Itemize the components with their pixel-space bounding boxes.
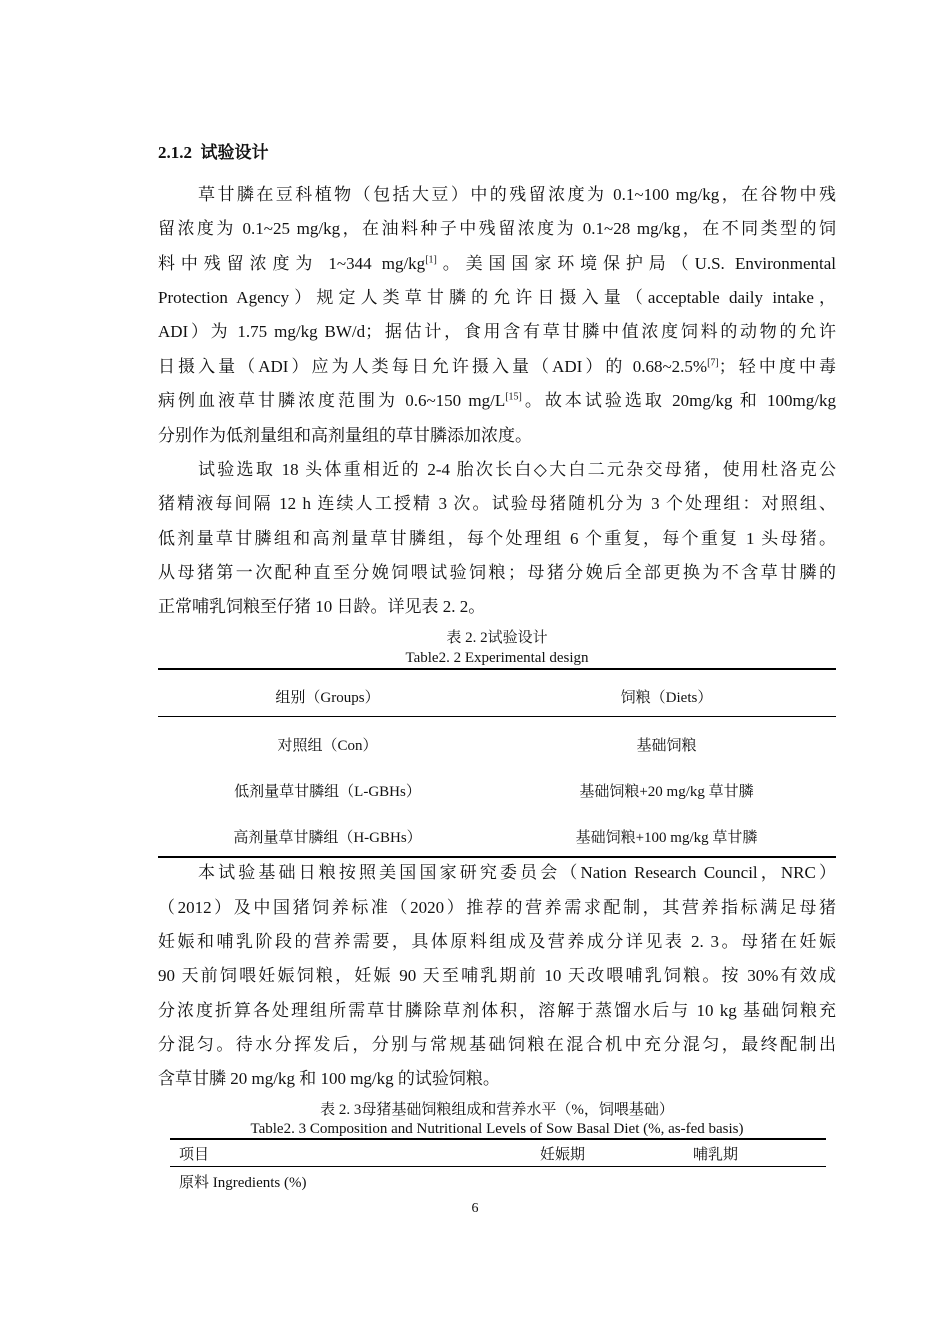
- section-heading: [158, 138, 269, 163]
- para1-line: 料中残留浓度为 1~344 mg/kg[1]。美国国家环境保护局（U.S. Environmental: [158, 254, 836, 273]
- page-number: 6: [471, 1201, 479, 1216]
- table1-cell: 基础饲粮+20 mg/kg 草甘膦: [579, 784, 754, 800]
- para1-line: 日摄入量（ADI）应为人类每日允许摄入量（ADI）的 0.68~2.5%[7]；轻中度中毒: [158, 357, 836, 376]
- table1-bottom-rule: [158, 856, 836, 858]
- table2-row-ingredients: 原料 Ingredients (%): [179, 1175, 307, 1191]
- section-number: 2.1.2: [158, 143, 192, 162]
- para1-line: Protection Agency）规定人类草甘膦的允许日摄入量（acceptable daily intake，: [158, 288, 836, 307]
- table1-header-groups: 组别（Groups）: [275, 690, 380, 706]
- para3-line: 分混匀。待水分挥发后，分别与常规基础饲粮在混合机中充分混匀，最终配制出: [158, 1035, 836, 1054]
- para2-line: 猪精液每间隔 12 h 连续人工授精 3 次。试验母猪随机分为 3 个处理组：对照组、: [158, 494, 836, 513]
- table1-header-diets: 饲粮（Diets）: [620, 690, 713, 706]
- para2-line: 从母猪第一次配种直至分娩饲喂试验饲粮；母猪分娩后全部更换为不含草甘膦的: [158, 563, 836, 582]
- para3-line: 分浓度折算各处理组所需草甘膦除草剂体积，溶解于蒸馏水后与 10 kg 基础饲粮充: [158, 1001, 836, 1020]
- para3-line: 90 天前饲喂妊娠饲粮，妊娠 90 天至哺乳期前 10 天改喂哺乳饲粮。按 30%有效成: [158, 966, 836, 985]
- table2-header-lactation: 哺乳期: [693, 1147, 739, 1163]
- table2-header-gestation: 妊娠期: [540, 1147, 586, 1163]
- table1-caption-en: Table2. 2 Experimental design: [405, 650, 589, 666]
- table1-top-rule: [158, 668, 836, 670]
- table2-top-rule: [170, 1138, 826, 1140]
- section-title: 试验设计: [200, 143, 269, 162]
- table2-caption-en: Table2. 3 Composition and Nutritional Levels of Sow Basal Diet (%, as-fed basis): [250, 1121, 744, 1137]
- table2-header-rule: [170, 1166, 826, 1167]
- para1-line: ADI）为 1.75 mg/kg BW/d；据估计，食用含有草甘膦中值浓度饲料的动物的允许: [158, 322, 836, 341]
- para1-line: 病例血液草甘膦浓度范围为 0.6~150 mg/L[15]。故本试验选取 20mg/kg 和 100mg/kg: [158, 391, 836, 410]
- table2-header-item: 项目: [179, 1147, 210, 1163]
- citation: [1]: [425, 254, 437, 266]
- para3-line: 妊娠和哺乳阶段的营养需要，具体原料组成及营养成分详见表 2. 3。母猪在妊娠: [158, 932, 836, 951]
- para1-line: 分别作为低剂量组和高剂量组的草甘膦添加浓度。: [158, 426, 532, 445]
- para1-line: 草甘膦在豆科植物（包括大豆）中的残留浓度为 0.1~100 mg/kg，在谷物中残: [198, 185, 836, 204]
- table1-cell: 高剂量草甘膦组（H-GBHs）: [233, 830, 422, 846]
- para2-line: 试验选取 18 头体重相近的 2-4 胎次长白◇大白二元杂交母猪，使用杜洛克公: [198, 460, 836, 479]
- para2-line: 正常哺乳饲粮至仔猪 10 日龄。详见表 2. 2。: [158, 597, 486, 616]
- table1-cell: 低剂量草甘膦组（L-GBHs）: [234, 784, 421, 800]
- para3-line: 含草甘膦 20 mg/kg 和 100 mg/kg 的试验饲粮。: [158, 1069, 500, 1088]
- para3-line: （2012）及中国猪饲养标准（2020）推荐的营养需求配制，其营养指标满足母猪: [158, 898, 836, 917]
- citation: [15]: [505, 391, 522, 403]
- table1-caption-cn: 表 2. 2试验设计: [446, 630, 548, 646]
- table1-cell: 基础饲粮: [636, 738, 697, 754]
- para1-line: 留浓度为 0.1~25 mg/kg，在油料种子中残留浓度为 0.1~28 mg/kg，在不同类型的饲: [158, 219, 836, 238]
- para2-line: 低剂量草甘膦组和高剂量草甘膦组，每个处理组 6 个重复，每个重复 1 头母猪。: [158, 529, 836, 548]
- table1-cell: 基础饲粮+100 mg/kg 草甘膦: [575, 830, 758, 846]
- table1-header-rule: [158, 716, 836, 717]
- para3-line: 本试验基础日粮按照美国国家研究委员会（Nation Research Council，NRC）: [198, 863, 836, 882]
- citation: [7]: [707, 357, 719, 369]
- table1-cell: 对照组（Con）: [277, 738, 378, 754]
- table2-caption-cn: 表 2. 3母猪基础饲粮组成和营养水平（%，饲喂基础）: [320, 1102, 674, 1118]
